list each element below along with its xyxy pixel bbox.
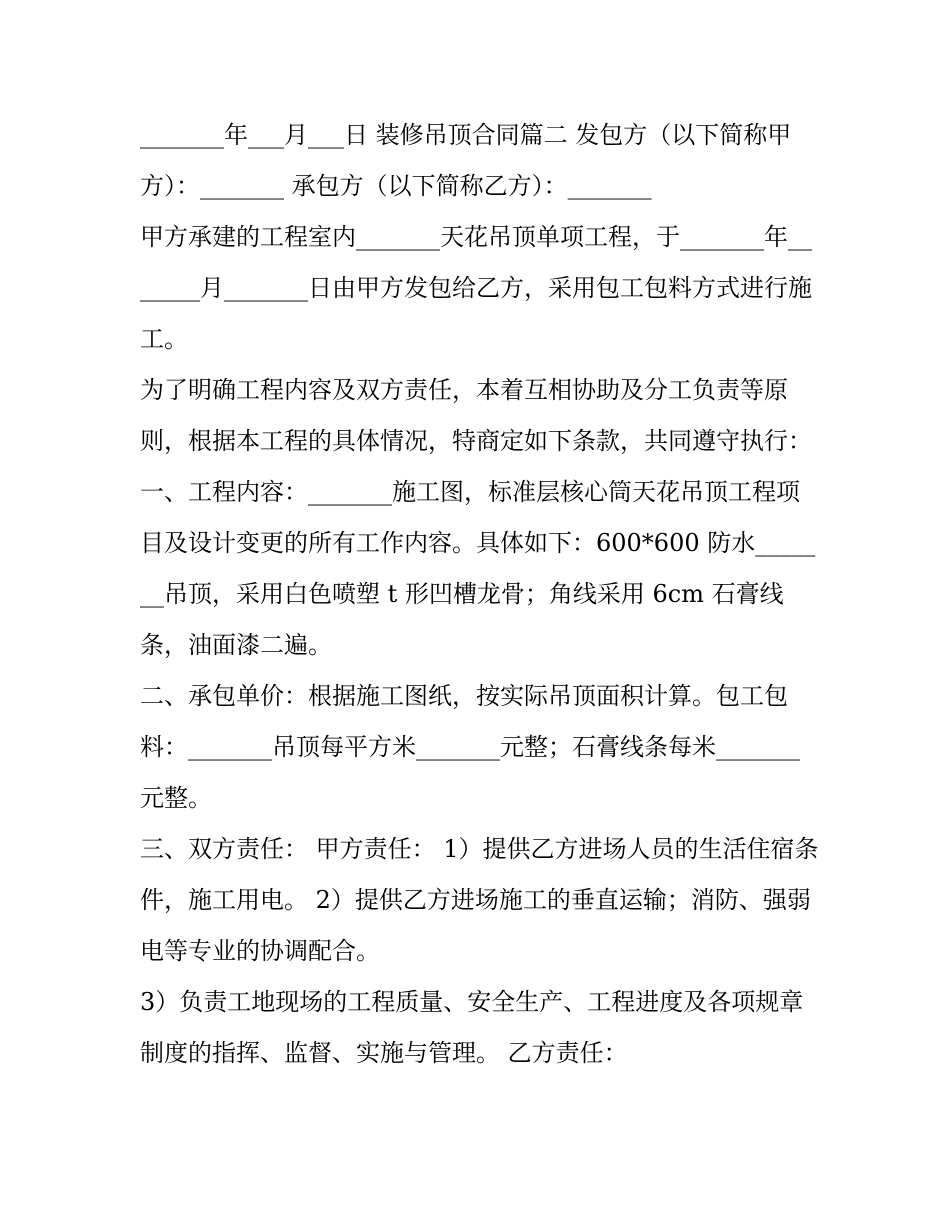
paragraph-section-3-responsibilities: 三、双方责任： 甲方责任： 1）提供乙方进场人员的生活住宿条件，施工用电。 2）提供乙方进场施工的垂直运输；消防、强弱电等专业的协调配合。 — [140, 835, 819, 965]
paragraph-responsibility-3: 3）负责工地现场的工程质量、安全生产、工程进度及各项规章制度的指挥、监督、实施与管理。 乙方责任： — [140, 988, 804, 1067]
paragraph-contract-header: _______年___月___日 装修吊顶合同篇二 发包方（以下简称甲方）：_______ 承包方（以下简称乙方）：_______ — [140, 121, 792, 200]
paragraph-section-2-price: 二、承包单价：根据施工图纸，按实际吊顶面积计算。包工包料：_______吊顶每平方米_______元整；石膏线条每米_______元整。 — [140, 682, 800, 812]
paragraph-purpose: 为了明确工程内容及双方责任，本着互相协助及分工负责等原则，根据本工程的具体情况，特商定如下条款，共同遵守执行： — [140, 376, 812, 455]
paragraph-section-1-content: 一、工程内容：_______施工图，标准层核心筒天花吊顶工程项目及设计变更的所有工作内容。具体如下：600*600 防水_______吊顶，采用白色喷塑 t 形凹槽龙骨；角线采用 6cm 石膏线条，油面漆二遍。 — [140, 478, 816, 659]
paragraph-project-scope: 甲方承建的工程室内_______天花吊顶单项工程，于_______年_______月_______日由甲方发包给乙方，采用包工包料方式进行施工。 — [140, 223, 812, 353]
document-body — [140, 110, 820, 1079]
